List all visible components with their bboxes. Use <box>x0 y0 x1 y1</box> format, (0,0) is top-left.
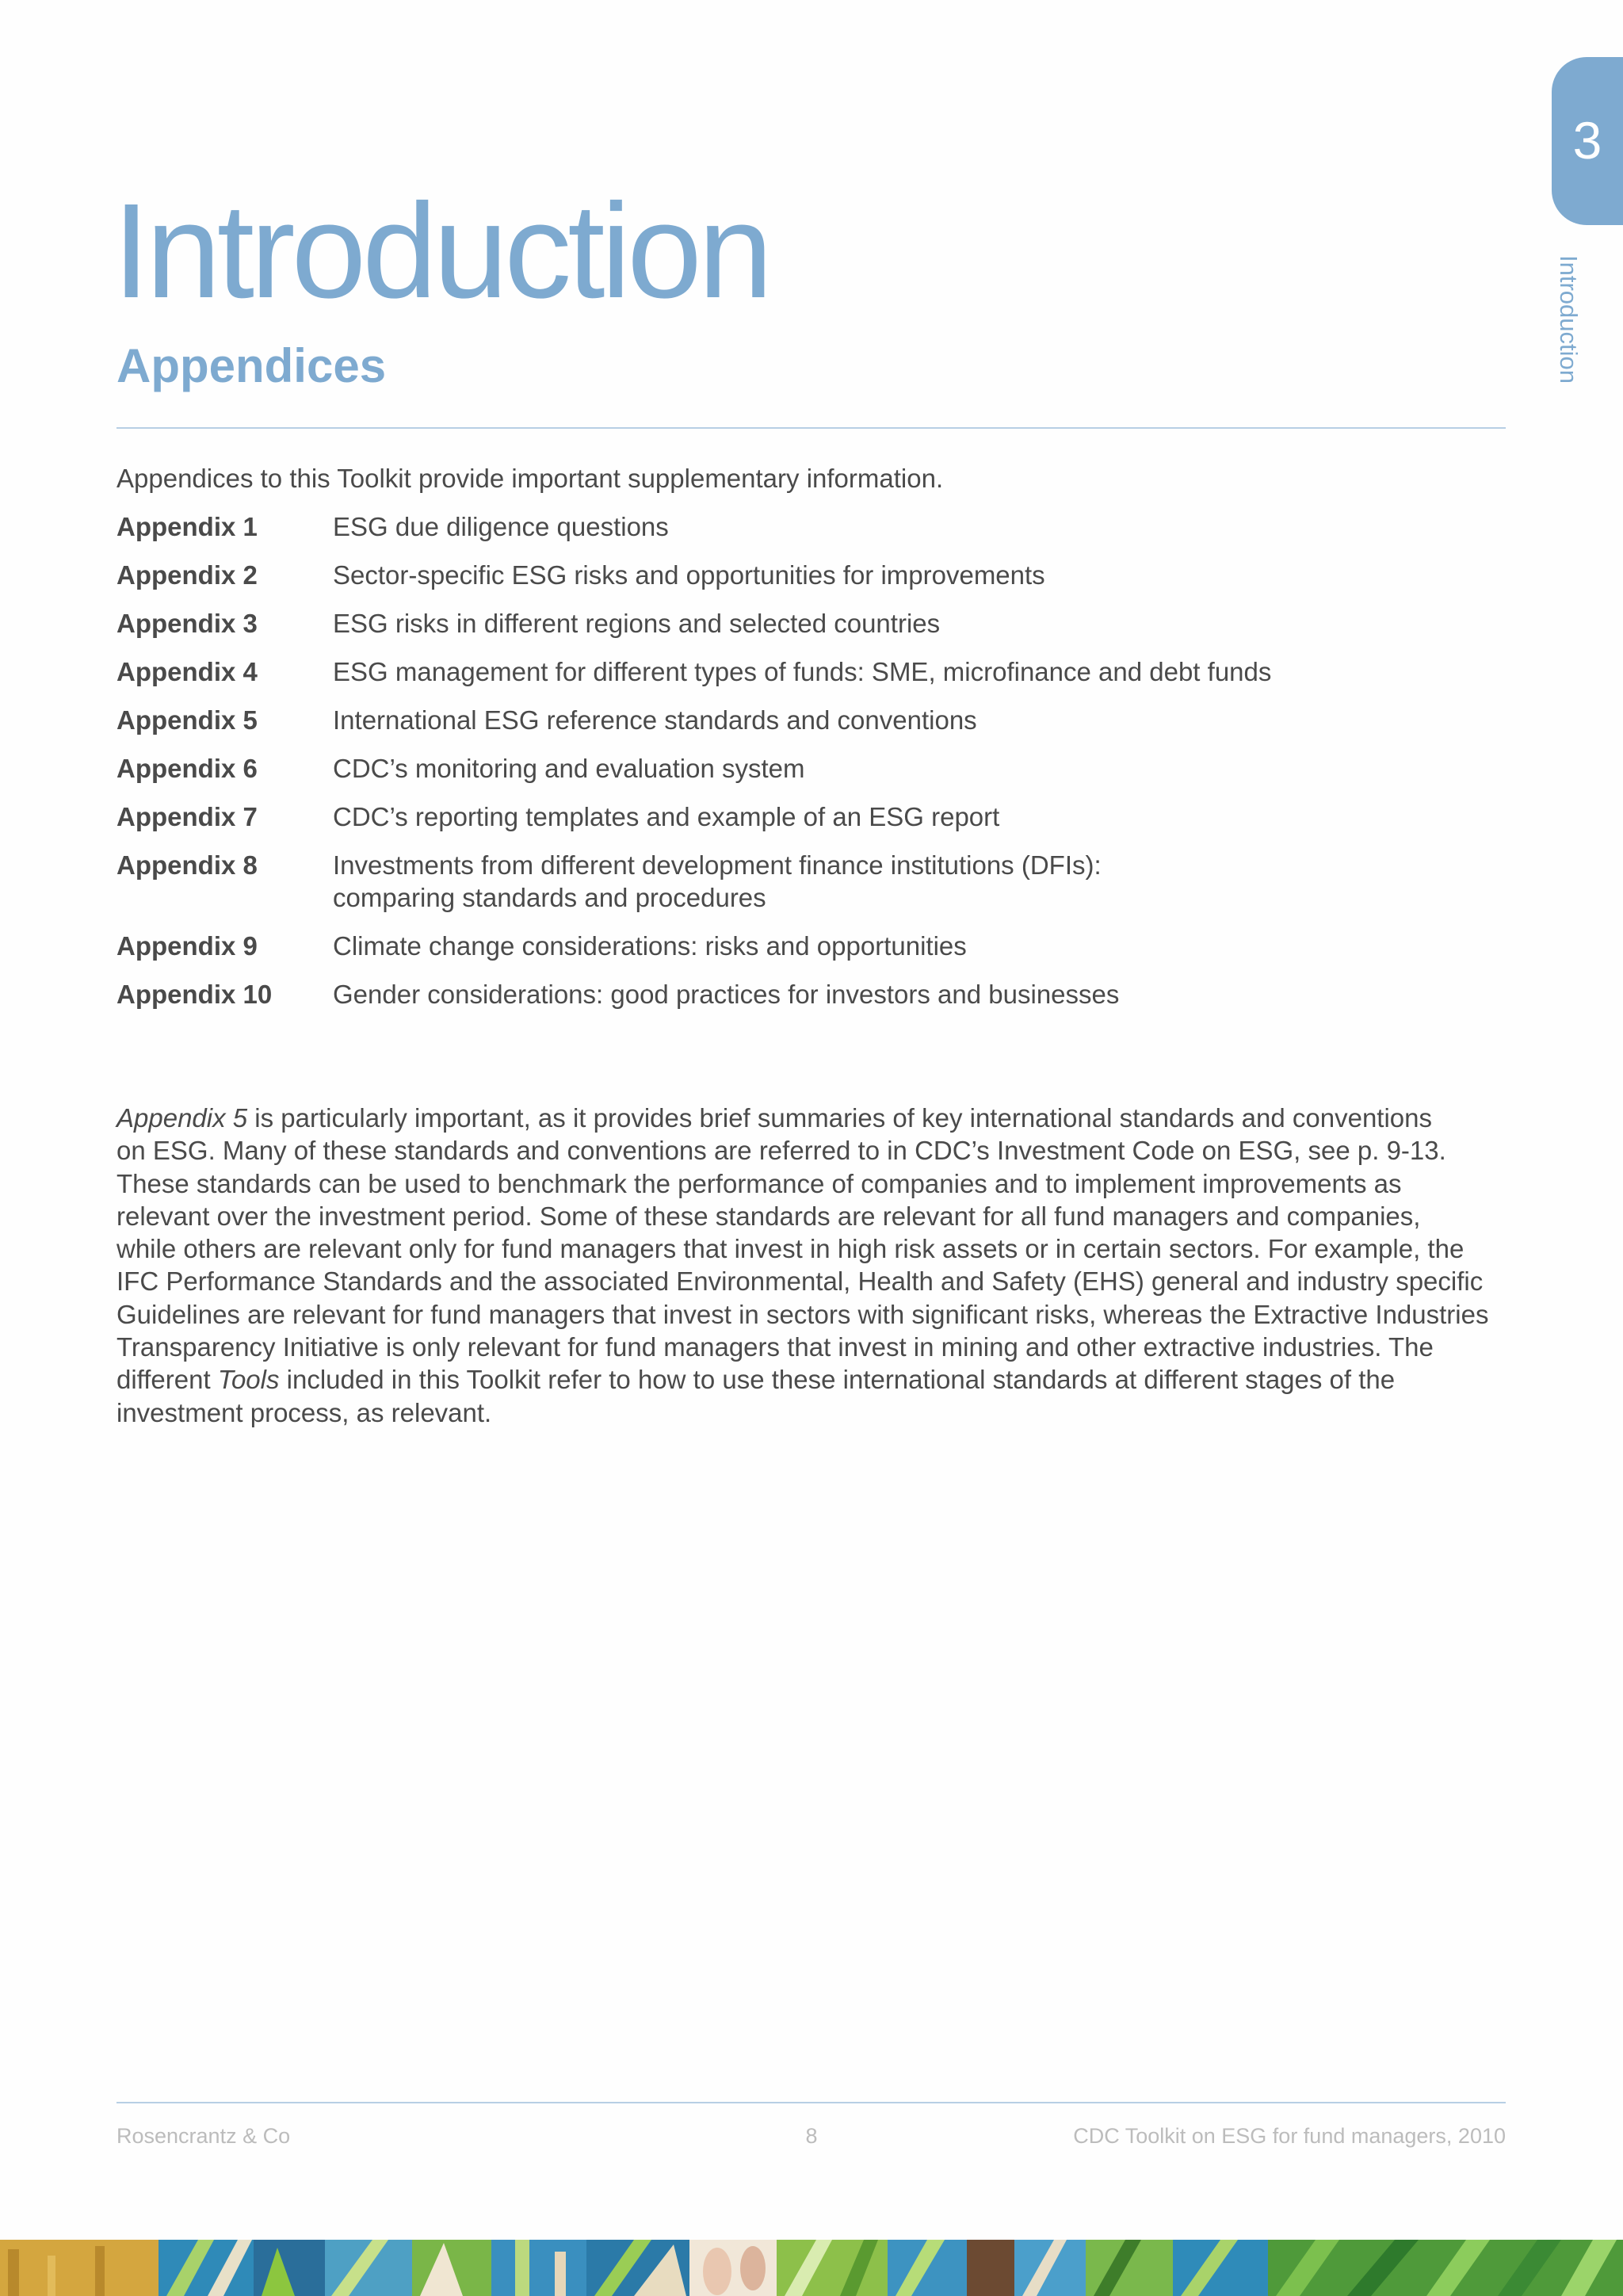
appendix-row <box>116 510 1506 543</box>
appendix-title-line: comparing standards and procedures <box>333 883 766 912</box>
appendix-title-line: Sector-specific ESG risks and opportunities for improvements <box>333 560 1045 590</box>
appendix-title-line: Gender considerations: good practices for investors and businesses <box>333 980 1120 1009</box>
appendix-title-line: ESG management for different types of funds: SME, microfinance and debt funds <box>333 657 1272 686</box>
chapter-label: Introduction <box>1555 255 1583 384</box>
appendix-row <box>116 978 1506 1010</box>
body-line: while others are relevant only for fund managers that invest in high risk assets or in certain sectors. For example, the <box>116 1234 1465 1264</box>
footer-divider <box>116 2102 1506 2103</box>
appendix-row <box>116 800 1506 833</box>
heading-divider <box>116 427 1506 429</box>
body-line: investment process, as relevant. <box>116 1397 492 1427</box>
appendix-number: Appendix 8 <box>116 850 258 880</box>
body-line: Guidelines are relevant for fund managers that invest in sectors with significant risks, whereas the Extractive Industries <box>116 1299 1489 1329</box>
appendix-number: Appendix 1 <box>116 512 258 541</box>
appendix-title <box>333 930 1506 962</box>
art-band-graphic <box>0 2240 1623 2296</box>
appendix-number: Appendix 6 <box>116 754 258 783</box>
appendix-title-line: CDC’s reporting templates and example of an ESG report <box>333 802 1000 831</box>
body-emphasis: Tools <box>217 1365 280 1395</box>
appendix-title <box>333 704 1506 736</box>
appendix-title <box>333 559 1506 591</box>
appendix-title <box>333 800 1506 833</box>
appendix-title-line: Climate change considerations: risks and opportunities <box>333 931 967 961</box>
body-line: IFC Performance Standards and the associated Environmental, Health and Safety (EHS) general and industry specific <box>116 1266 1484 1297</box>
body-emphasis: Appendix 5 <box>116 1103 248 1133</box>
appendix-title <box>333 510 1506 543</box>
appendix-number: Appendix 9 <box>116 931 258 961</box>
chapter-tab <box>1552 57 1623 225</box>
appendix-number: Appendix 4 <box>116 657 258 686</box>
appendix-title <box>333 752 1506 785</box>
appendix-title-line: ESG due diligence questions <box>333 512 669 541</box>
page-number: 8 <box>805 2124 818 2148</box>
body-text: different <box>116 1365 218 1395</box>
appendix-title-line: ESG risks in different regions and selected countries <box>333 609 941 638</box>
appendix-title <box>333 607 1506 640</box>
appendix-number: Appendix 2 <box>116 560 258 590</box>
appendix-number: Appendix 7 <box>116 802 258 831</box>
body-line <box>116 1363 1506 1396</box>
appendix-title-line: International ESG reference standards and conventions <box>333 705 977 735</box>
chapter-number: 3 <box>1572 111 1602 170</box>
page-title: Introduction <box>113 176 769 327</box>
intro-text: Appendices to this Toolkit provide important supplementary information. <box>116 464 944 493</box>
decorative-art-band <box>0 2240 1623 2296</box>
body-line: These standards can be used to benchmark the performance of companies and to implement improvements as <box>116 1168 1402 1198</box>
body-text: is particularly important, as it provides brief summaries of key international standards and conventions <box>247 1103 1433 1133</box>
body-line <box>116 1102 1506 1134</box>
appendix-row <box>116 704 1506 736</box>
appendix-row <box>116 607 1506 640</box>
body-text: included in this Toolkit refer to how to use these international standards at different stages of the <box>279 1365 1396 1395</box>
appendix-number: Appendix 10 <box>116 980 273 1009</box>
appendix-row <box>116 559 1506 591</box>
appendix-row <box>116 849 1506 914</box>
body-line: relevant over the investment period. Some of these standards are relevant for all fund managers and companies, <box>116 1201 1421 1231</box>
appendix-row <box>116 930 1506 962</box>
appendix-row <box>116 752 1506 785</box>
appendix-title <box>333 978 1506 1010</box>
appendix-title <box>333 655 1506 688</box>
appendix-title-line: CDC’s monitoring and evaluation system <box>333 754 805 783</box>
footer-publisher: Rosencrantz & Co <box>116 2124 291 2148</box>
body-line: on ESG. Many of these standards and conventions are referred to in CDC’s Investment Code on ESG, see p. 9-13. <box>116 1136 1446 1166</box>
footer-document-title: CDC Toolkit on ESG for fund managers, 2010 <box>1073 2124 1506 2148</box>
appendix-title <box>333 849 1506 914</box>
appendix-list <box>116 510 1506 1026</box>
appendix-title-line: Investments from different development finance institutions (DFIs): <box>333 850 1102 880</box>
appendix-number: Appendix 5 <box>116 705 258 735</box>
appendix-row <box>116 655 1506 688</box>
body-paragraph <box>116 1102 1506 1429</box>
body-line: Transparency Initiative is only relevant for fund managers that invest in mining and other extractive industries. The <box>116 1332 1434 1362</box>
appendix-number: Appendix 3 <box>116 609 258 638</box>
section-heading: Appendices <box>116 339 387 392</box>
